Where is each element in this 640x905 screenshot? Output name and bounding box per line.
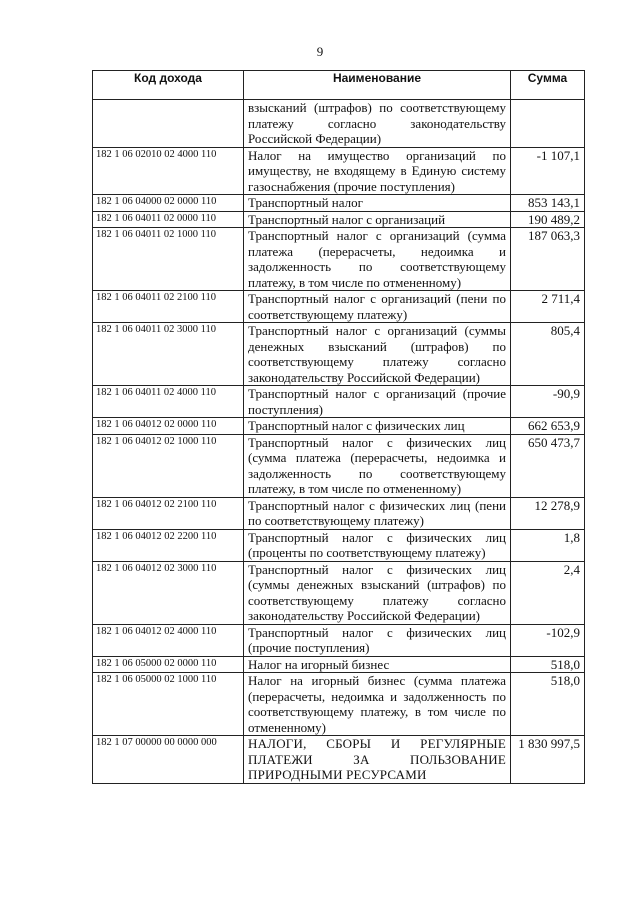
code-cell: 182 1 06 05000 02 0000 110 xyxy=(93,656,244,673)
table-body xyxy=(93,100,585,784)
table-row xyxy=(93,228,585,291)
sum-cell: 853 143,1 xyxy=(511,195,585,212)
table-row xyxy=(93,736,585,784)
code-cell: 182 1 07 00000 00 0000 000 xyxy=(93,736,244,784)
sum-cell xyxy=(511,100,585,148)
sum-cell: 1,8 xyxy=(511,529,585,561)
code-cell: 182 1 06 05000 02 1000 110 xyxy=(93,673,244,736)
name-cell: Транспортный налог с физических лиц (проценты по соответствующему платежу) xyxy=(244,529,511,561)
sum-cell: 1 830 997,5 xyxy=(511,736,585,784)
sum-cell: 2,4 xyxy=(511,561,585,624)
table-row xyxy=(93,147,585,195)
table-row xyxy=(93,529,585,561)
table-row xyxy=(93,100,585,148)
code-cell: 182 1 06 04012 02 0000 110 xyxy=(93,418,244,435)
table-row xyxy=(93,497,585,529)
code-cell: 182 1 06 04012 02 1000 110 xyxy=(93,434,244,497)
name-cell: Транспортный налог с физических лиц (пени по соответствующему платежу) xyxy=(244,497,511,529)
page-number: 9 xyxy=(316,44,324,59)
name-cell: Транспортный налог с физических лиц (сумма платежа (перерасчеты, недоимка и задолженность по соответствующему платежу, в том числе по отмененному) xyxy=(244,434,511,497)
table-row xyxy=(93,291,585,323)
sum-cell: -90,9 xyxy=(511,386,585,418)
name-cell: Транспортный налог с организаций xyxy=(244,211,511,228)
code-cell: 182 1 06 02010 02 4000 110 xyxy=(93,147,244,195)
code-cell: 182 1 06 04012 02 2200 110 xyxy=(93,529,244,561)
name-cell: Транспортный налог с организаций (сумма платежа (перерасчеты, недоимка и задолженность по соответствующему платежу, в том числе по отмененному) xyxy=(244,228,511,291)
name-cell: Налог на имущество организаций по имуществу, не входящему в Единую систему газоснабжения (прочие поступления) xyxy=(244,147,511,195)
code-cell: 182 1 06 04012 02 3000 110 xyxy=(93,561,244,624)
table-row xyxy=(93,434,585,497)
code-cell: 182 1 06 04011 02 1000 110 xyxy=(93,228,244,291)
sum-cell: 2 711,4 xyxy=(511,291,585,323)
income-table xyxy=(92,70,585,784)
header-name: Наименование xyxy=(244,71,511,100)
table-row xyxy=(93,386,585,418)
sum-cell: 518,0 xyxy=(511,656,585,673)
name-cell: Транспортный налог с физических лиц (суммы денежных взысканий (штрафов) по соответствующему платежу согласно законодательству Российской Федерации) xyxy=(244,561,511,624)
name-cell: НАЛОГИ, СБОРЫ И РЕГУЛЯРНЫЕ ПЛАТЕЖИ ЗА ПОЛЬЗОВАНИЕ ПРИРОДНЫМИ РЕСУРСАМИ xyxy=(244,736,511,784)
name-cell: Транспортный налог с организаций (пени по соответствующему платежу) xyxy=(244,291,511,323)
sum-cell: 12 278,9 xyxy=(511,497,585,529)
name-cell: Транспортный налог с физических лиц xyxy=(244,418,511,435)
table-header xyxy=(93,71,585,100)
sum-cell: 650 473,7 xyxy=(511,434,585,497)
table-row xyxy=(93,624,585,656)
name-cell: Транспортный налог с организаций (прочие поступления) xyxy=(244,386,511,418)
table-row xyxy=(93,673,585,736)
name-cell: Налог на игорный бизнес (сумма платежа (перерасчеты, недоимка и задолженность по соответствующему платежу, в том числе по отмененному) xyxy=(244,673,511,736)
sum-cell: 187 063,3 xyxy=(511,228,585,291)
table-row xyxy=(93,323,585,386)
name-cell: Транспортный налог с организаций (суммы денежных взысканий (штрафов) по соответствующему платежу согласно законодательству Российской Федерации) xyxy=(244,323,511,386)
sum-cell: 190 489,2 xyxy=(511,211,585,228)
name-cell: Налог на игорный бизнес xyxy=(244,656,511,673)
table-row xyxy=(93,656,585,673)
code-cell: 182 1 06 04011 02 2100 110 xyxy=(93,291,244,323)
header-sum: Сумма xyxy=(511,71,585,100)
code-cell: 182 1 06 04012 02 4000 110 xyxy=(93,624,244,656)
header-row xyxy=(93,71,585,100)
code-cell xyxy=(93,100,244,148)
table-row xyxy=(93,418,585,435)
sum-cell: 518,0 xyxy=(511,673,585,736)
table-row xyxy=(93,561,585,624)
sum-cell: -102,9 xyxy=(511,624,585,656)
code-cell: 182 1 06 04011 02 3000 110 xyxy=(93,323,244,386)
name-cell: взысканий (штрафов) по соответствующему платежу согласно законодательству Российской Федерации) xyxy=(244,100,511,148)
table-row xyxy=(93,211,585,228)
name-cell: Транспортный налог xyxy=(244,195,511,212)
table-row xyxy=(93,195,585,212)
sum-cell: 662 653,9 xyxy=(511,418,585,435)
name-cell: Транспортный налог с физических лиц (прочие поступления) xyxy=(244,624,511,656)
code-cell: 182 1 06 04011 02 0000 110 xyxy=(93,211,244,228)
code-cell: 182 1 06 04011 02 4000 110 xyxy=(93,386,244,418)
header-code: Код дохода xyxy=(93,71,244,100)
sum-cell: 805,4 xyxy=(511,323,585,386)
sum-cell: -1 107,1 xyxy=(511,147,585,195)
code-cell: 182 1 06 04000 02 0000 110 xyxy=(93,195,244,212)
code-cell: 182 1 06 04012 02 2100 110 xyxy=(93,497,244,529)
